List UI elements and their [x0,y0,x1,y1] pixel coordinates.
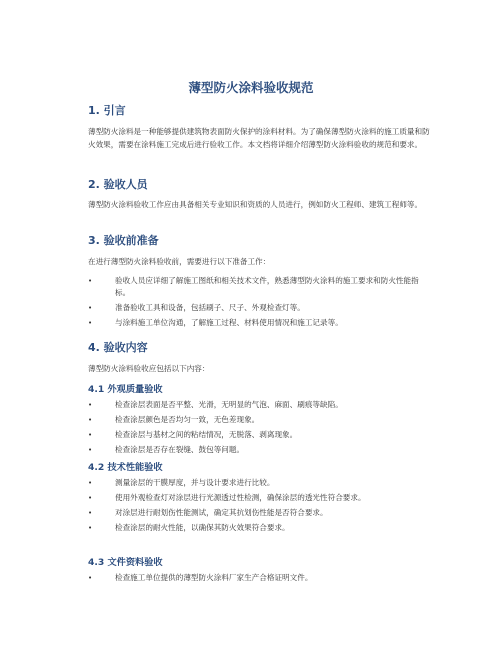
list-item-text: 检查涂层表面是否平整、光滑，无明显的气泡、麻面、刷痕等缺陷。 [115,400,343,409]
section-paragraph: 薄型防火涂料验收工作应由具备相关专业知识和资质的人员进行，例如防火工程师、建筑工程师等。 [88,200,423,209]
section-paragraph: 薄型防火涂料是一种能够提供建筑物表面防火保护的涂料材料。为了确保薄型防火涂料的施工质量和防火效果，需要在涂料施工完成后进行验收工作。本文档将详细介绍薄型防火涂料验收的规范和要求。 [88,127,430,149]
bullet-icon: • [88,276,93,285]
bullet-icon: • [88,401,93,409]
list-item-text: 检查涂层的耐火性能，以确保其防火效果符合要求。 [115,522,290,532]
list-item [88,429,432,442]
section-inspectors [88,178,432,212]
appearance-list [88,399,432,456]
list-item-text: 检查涂层与基材之间的粘结情况，无脱落、剥离现象。 [115,429,298,439]
list-item [88,492,432,505]
section-heading: 4. 验收内容 [88,341,148,354]
documents-list [88,572,432,585]
list-item-text: 检查涂层颜色是否均匀一致，无色差现象。 [115,414,260,424]
preparation-list [88,275,432,330]
list-item-text: 测量涂层的干膜厚度，并与设计要求进行比较。 [115,478,275,487]
section-paragraph: 在进行薄型防火涂料验收前，需要进行以下准备工作： [88,257,271,266]
bullet-icon: • [88,318,93,327]
section-introduction [88,104,432,151]
subsection-technical [88,462,432,537]
list-item [88,444,432,457]
list-item-text: 准备验收工具和设备，包括刷子、尺子、外观检查灯等。 [115,302,305,312]
list-item [88,275,432,300]
subsection-heading: 4.2 技术性能验收 [88,462,163,473]
list-item-text: 检查施工单位提供的薄型防火涂料厂家生产合格证明文件。 [115,573,313,582]
bullet-icon: • [88,430,93,439]
bullet-icon: • [88,493,93,502]
list-item-text: 使用外观检查灯对涂层进行光源透过性检测，确保涂层的透光性符合要求。 [115,492,366,502]
section-heading: 2. 验收人员 [88,178,148,191]
technical-list [88,477,432,534]
bullet-icon: • [88,574,93,582]
section-heading: 1. 引言 [88,104,126,117]
list-item [88,477,432,490]
list-item-body [88,275,432,300]
subsection-documents [88,557,432,587]
list-item [88,572,432,585]
list-item-text: 检查涂层是否存在裂缝、鼓包等问题。 [115,444,245,454]
list-item [88,317,432,330]
list-item [88,302,432,315]
section-paragraph: 薄型防火涂料验收应包括以下内容： [88,364,210,373]
bullet-icon: • [88,445,93,454]
list-item-text: 对涂层进行耐划伤性能测试，确定其抗划伤性能是否符合要求。 [115,507,328,517]
bullet-icon: • [88,523,93,532]
section-heading: 3. 验收前准备 [88,234,159,247]
section-contents [88,341,432,376]
list-item-body [88,492,432,505]
bullet-icon: • [88,415,93,424]
subsection-appearance [88,384,432,459]
document-title: 薄型防火涂料验收规范 [188,80,314,95]
bullet-icon: • [88,479,93,487]
bullet-icon: • [88,508,93,517]
subsection-heading: 4.1 外观质量验收 [88,384,163,395]
section-preparation [88,234,432,332]
bullet-icon: • [88,303,93,312]
list-item [88,507,432,520]
list-item [88,399,432,412]
list-item [88,414,432,427]
list-item-text: 验收人员应详细了解施工图纸和相关技术文件，熟悉薄型防火涂料的施工要求和防火性能指标。 [115,275,419,297]
list-item-text: 与涂料施工单位沟通，了解施工过程、材料使用情况和施工记录等。 [115,317,343,327]
list-item [88,522,432,535]
subsection-heading: 4.3 文件资料验收 [88,557,163,568]
